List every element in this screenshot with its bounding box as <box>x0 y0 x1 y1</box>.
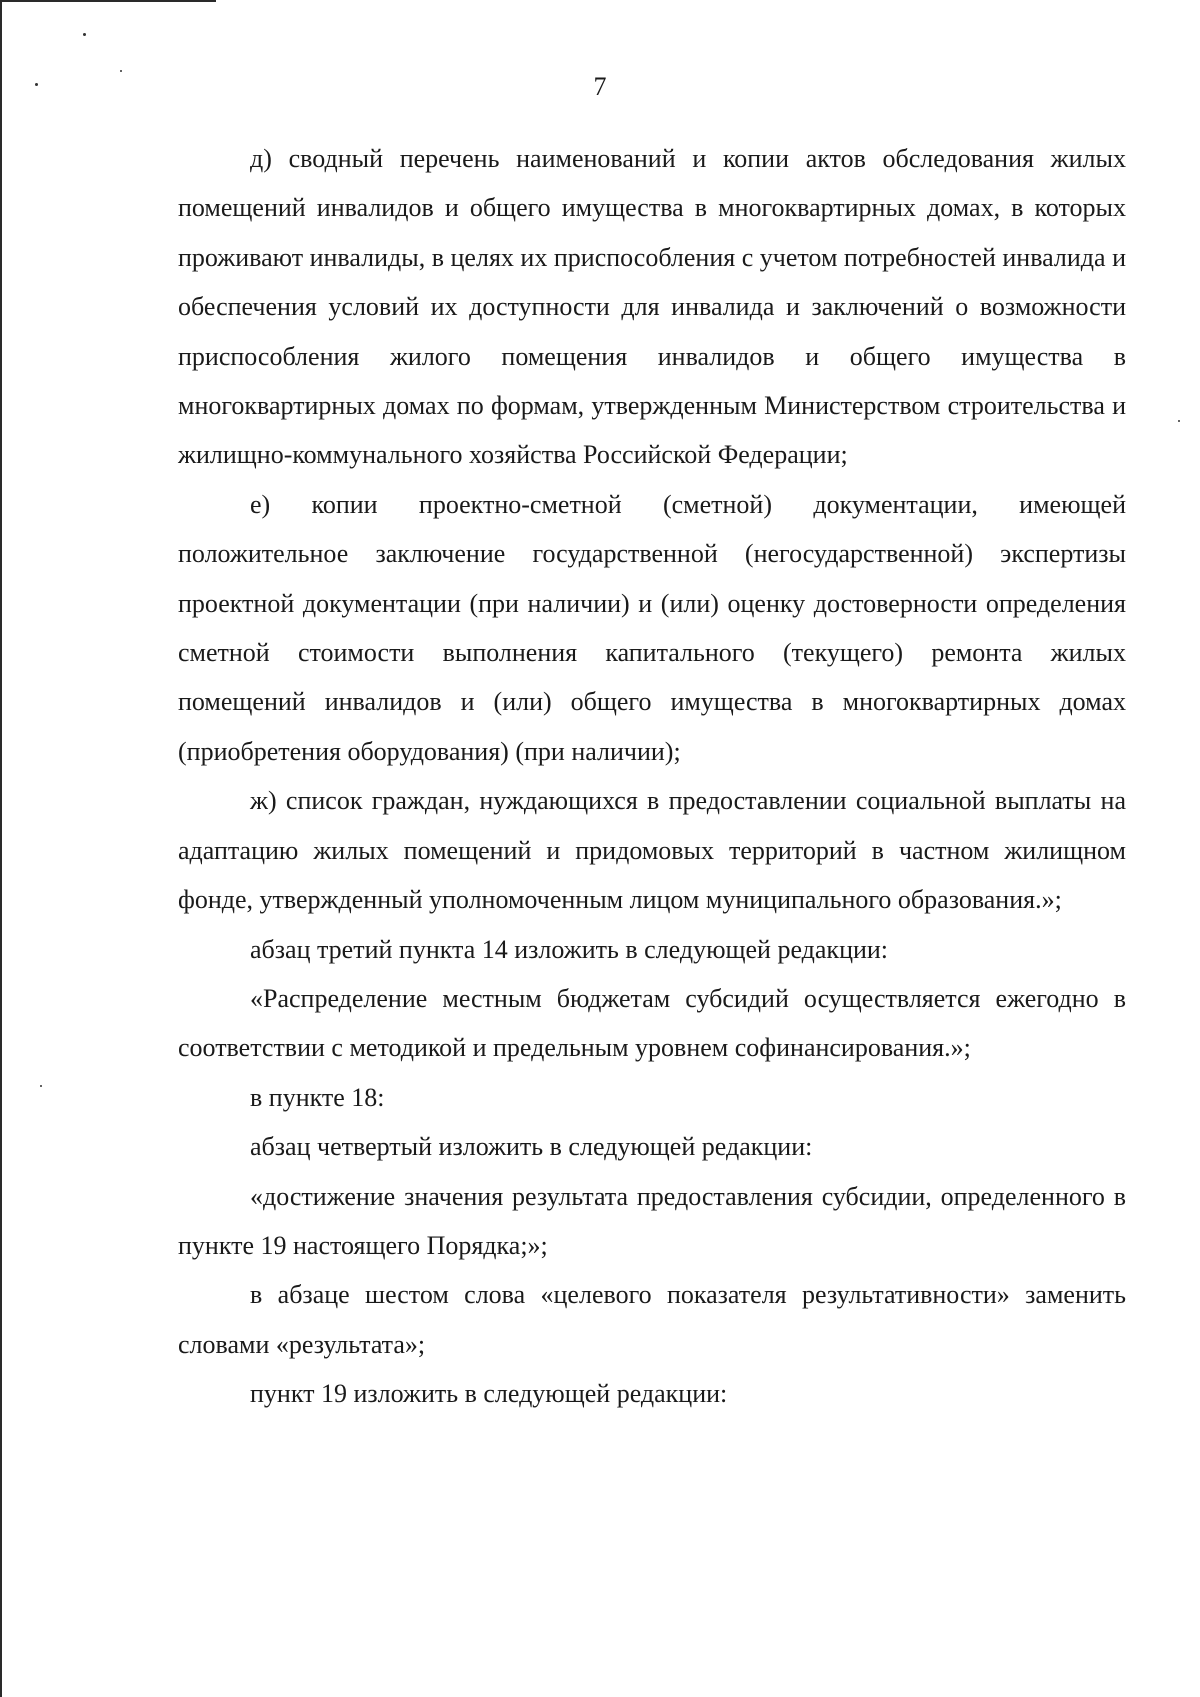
paragraph-achievement: «достижение значения результата предоставления субсидии, определенного в пункте 19 настоящего Порядка;»; <box>178 1181 1126 1260</box>
scan-speck <box>1178 420 1180 422</box>
paragraph-clause-14: абзац третий пункта 14 изложить в следующей редакции: <box>250 934 889 964</box>
paragraph-sixth-indent: в абзаце шестом слова «целевого показателя результативности» заменить словами «результата»; <box>178 1280 1126 1359</box>
paragraph-item-d: д) сводный перечень наименований и копии актов обследования жилых помещений инвалидов и общего имущества в многоквартирных домах, в которых проживают инвалиды, в целях их приспособления с учетом потребностей инвалида и обеспечения условий их доступности для инвалида и заключений о возможности приспособления жилого помещения инвалидов и общего имущества в многоквартирных домах по формам, утвержденным Министерством строительства и жилищно-коммунального хозяйства Российской Федерации; <box>178 144 1126 470</box>
page-number: 7 <box>593 72 607 101</box>
scan-edge-top <box>0 0 216 2</box>
paragraph-clause-18: в пункте 18: <box>250 1082 385 1112</box>
paragraph-item-e: е) копии проектно-сметной (сметной) документации, имеющей положительное заключение государственной (негосударственной) экспертизы проектной документации (при наличии) и (или) оценку достоверности определения сметной стоимости выполнения капитального (текущего) ремонта жилых помещений инвалидов и (или) общего имущества в многоквартирных домах (приобретения оборудования) (при наличии); <box>178 489 1126 766</box>
document-body <box>178 134 1126 1419</box>
paragraph-distribution: «Распределение местным бюджетам субсидий осуществляется ежегодно в соответствии с методикой и предельным уровнем софинансирования.»; <box>178 983 1126 1063</box>
paragraph-item-zh: ж) список граждан, нуждающихся в предоставлении социальной выплаты на адаптацию жилых помещений и придомовых территорий в частном жилищном фонде, утвержденный уполномоченным лицом муниципального образования.»; <box>178 786 1126 915</box>
paragraph-fourth-indent: абзац четвертый изложить в следующей редакции: <box>250 1132 813 1162</box>
scan-edge-left <box>0 0 2 1697</box>
scan-speck <box>40 1085 42 1087</box>
paragraph-clause-19: пункт 19 изложить в следующей редакции: <box>250 1379 728 1409</box>
scan-speck <box>83 33 86 36</box>
